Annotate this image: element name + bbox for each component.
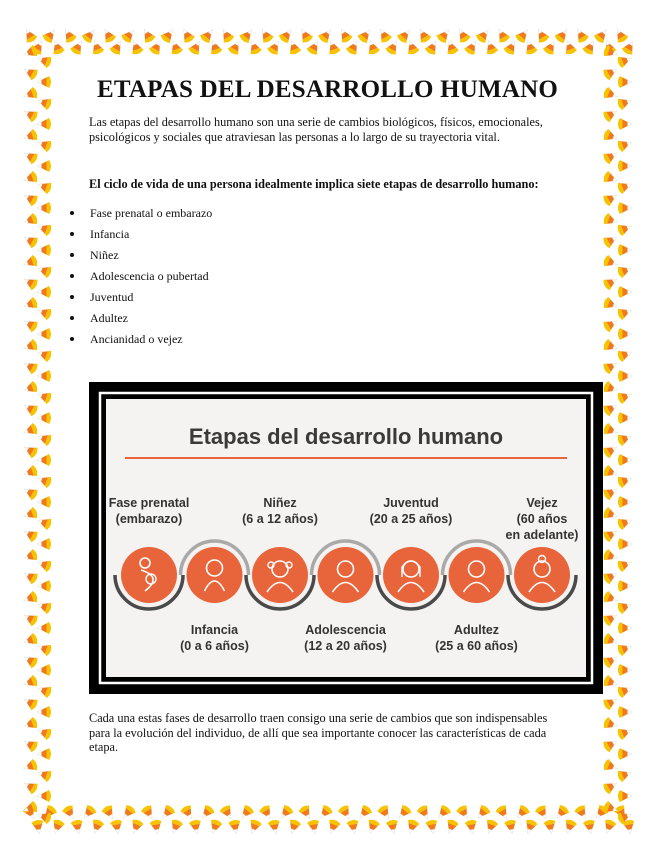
candy-corn-icon [21,674,38,690]
candy-corn-icon [35,347,52,363]
candy-corn-icon [37,454,51,466]
candy-corn-icon [238,26,256,44]
candy-corn-icon [21,128,38,144]
candy-corn-icon [35,515,52,531]
candy-corn-icon [522,818,538,835]
candy-corn-icon [21,232,39,249]
candy-corn-icon [602,254,619,270]
candy-corn-icon [325,818,341,835]
candy-corn-icon [21,590,38,606]
candy-corn-icon [35,137,52,153]
candy-corn-icon [60,26,77,44]
candy-corn-icon [553,26,571,44]
candy-corn-icon [258,804,275,822]
candy-corn-icon [618,244,632,256]
candy-corn-icon [495,804,512,822]
candy-corn-icon [37,412,51,424]
candy-corn-icon [21,736,39,753]
candy-corn-icon [35,725,52,741]
candy-corn-icon [100,26,117,44]
candy-corn-icon [35,305,52,321]
candy-corn-icon [602,778,620,795]
candy-corn-icon [37,286,51,298]
candy-corn-icon [464,819,478,835]
stage-label: (25 a 60 años) [435,639,518,653]
candy-corn-icon [37,244,51,256]
candy-corn-icon [618,118,632,130]
candy-corn-icon [246,818,262,835]
candy-corn-icon [572,26,589,44]
candy-corn-icon [89,818,105,835]
candy-corn-icon [583,819,597,835]
candy-corn-icon [504,819,518,835]
candy-corn-icon [602,484,620,501]
candy-corn-icon [297,26,314,44]
candy-corn-icon [21,778,39,795]
candy-corn-icon [602,610,620,627]
candy-corn-icon [616,599,633,615]
candy-corn-icon [21,26,38,44]
candy-corn-icon [602,506,619,522]
candy-corn-icon [35,431,52,447]
candy-corn-icon [612,26,629,44]
stage-label: (0 a 6 años) [180,639,249,653]
candy-corn-icon [21,610,39,627]
candy-corn-icon [21,400,39,417]
candy-corn-icon [257,26,274,44]
candy-corn-icon [35,767,52,783]
candy-corn-icon [37,496,51,508]
candy-corn-icon [618,748,632,760]
candy-corn-icon [21,338,38,354]
candy-corn-icon [602,274,620,291]
candy-corn-icon [336,26,353,44]
candy-corn-icon [543,819,557,835]
stage-list-item: Juventud [66,289,212,310]
candy-corn-icon [618,328,632,340]
candy-corn-icon [278,26,296,44]
candy-corn-icon [602,212,619,228]
stage-label: Juventud [383,496,439,510]
candy-corn-icon [139,26,156,44]
candy-corn-icon [416,804,433,822]
candy-corn-icon [455,804,472,822]
candy-corn-icon [434,804,452,822]
closing-paragraph: Cada una estas fases de desarrollo traen consigo una serie de cambios que son indispensables para la evolución del individuo, de allí que sea importante conocer las características de cada etapa. [89,711,548,754]
candy-corn-icon [602,422,619,438]
candy-corn-icon [21,106,39,123]
candy-corn-icon [35,473,52,489]
candy-corn-icon [454,26,471,44]
stage-label: Adolescencia [305,623,386,637]
candy-corn-icon [21,190,39,207]
candy-corn-icon [178,26,195,44]
candy-corn-icon [21,442,39,459]
candy-corn-icon [435,26,453,44]
candy-corn-icon [616,263,633,279]
candy-corn-icon [35,641,52,657]
candy-corn-icon [219,804,236,822]
candy-corn-icon [21,316,39,333]
candy-corn-icon [602,464,619,480]
candy-corn-icon [602,190,620,207]
candy-corn-icon [602,736,620,753]
candy-corn-icon [618,706,632,718]
candy-corn-icon [602,652,620,669]
candy-corn-icon [37,706,51,718]
candy-corn-icon [602,380,619,396]
candy-corn-icon [618,202,632,214]
candy-corn-icon [149,819,163,835]
candy-corn-icon [602,526,620,543]
candy-corn-icon [616,641,633,657]
candy-corn-icon [61,804,78,822]
candy-corn-icon [168,818,184,835]
candy-corn-icon [618,580,632,592]
candy-corn-icon [35,53,52,69]
candy-corn-icon [616,767,633,783]
candy-corn-icon [37,580,51,592]
candy-corn-icon [21,506,38,522]
candy-corn-icon [21,716,38,732]
stage-label: (12 a 20 años) [304,639,387,653]
candy-corn-icon [425,819,439,835]
candy-corn-icon [207,818,223,835]
candy-corn-icon [317,26,335,44]
candy-corn-icon [21,296,38,312]
candy-corn-icon [179,804,196,822]
stage-list-item: Adultez [66,310,212,331]
candy-corn-icon [562,818,578,835]
candy-corn-icon [189,819,203,835]
candy-corn-icon [49,818,65,835]
candy-corn-icon [616,389,633,405]
candy-corn-icon [618,790,632,802]
candy-corn-icon [494,26,511,44]
candy-corn-icon [37,664,51,676]
candy-corn-icon [119,804,137,822]
candy-corn-icon [37,160,51,172]
candy-corn-icon [356,26,374,44]
stage-label: (embarazo) [115,512,183,526]
candy-corn-icon [602,148,620,165]
candy-corn-icon [21,170,38,186]
stage-label: Fase prenatal [108,496,190,510]
candy-corn-icon [602,338,619,354]
candy-corn-icon [70,819,84,835]
stage-list-item: Adolescencia o pubertad [66,268,212,289]
candy-corn-icon [602,106,620,123]
candy-corn-icon [37,748,51,760]
candy-corn-icon [616,431,633,447]
candy-corn-icon [21,274,39,291]
candy-corn-icon [159,26,177,44]
candy-corn-icon [198,804,216,822]
candy-corn-icon [276,804,294,822]
candy-corn-icon [552,804,570,822]
candy-corn-icon [35,599,52,615]
candy-corn-icon [513,804,531,822]
candy-corn-icon [618,538,632,550]
candy-corn-icon [41,26,59,44]
candy-corn-icon [602,716,619,732]
stage-label: Infancia [190,623,239,637]
candy-corn-icon [21,254,38,270]
candy-corn-icon [101,804,118,822]
candy-corn-icon [618,370,632,382]
candy-corn-icon [602,296,619,312]
candy-corn-icon [375,26,392,44]
stage-label: en adelante) [505,528,579,542]
stage-list-item: Fase prenatal o embarazo [66,205,212,226]
candy-corn-icon [35,683,52,699]
candy-corn-icon [602,590,619,606]
candy-corn-icon [199,26,217,44]
candy-corn-icon [21,694,39,711]
candy-corn-icon [616,305,633,321]
candy-corn-icon [218,26,235,44]
stage-label: (60 años [516,512,568,526]
stage-list-item: Niñez [66,247,212,268]
stage-list-item: Infancia [66,226,212,247]
candy-corn-icon [267,819,281,835]
candy-corn-icon [602,170,619,186]
candy-corn-icon [81,26,99,44]
candy-corn-icon [37,118,51,130]
intro-paragraph: Las etapas del desarrollo humano son una serie de cambios biológicos, físicos, emocionales, psicológicos y sociales que atraviesan las personas a lo largo de su trayectoria vital. [89,115,543,144]
stage-list-item: Ancianidad o vejez [66,331,212,352]
candy-corn-icon [35,389,52,405]
candy-corn-icon [128,818,144,835]
candy-corn-icon [593,26,611,44]
candy-corn-icon [316,804,334,822]
candy-corn-icon [237,804,255,822]
stage-label: (20 a 25 años) [369,512,453,526]
candy-corn-icon [618,622,632,634]
candy-corn-icon [120,26,138,44]
candy-corn-icon [602,358,620,375]
candy-corn-icon [37,370,51,382]
candy-corn-icon [404,818,420,835]
candy-corn-icon [475,26,493,44]
child-icon [252,547,308,603]
candy-corn-icon [140,804,157,822]
candy-corn-icon [21,422,38,438]
candy-corn-icon [355,804,373,822]
candy-corn-icon [616,53,633,69]
candy-corn-icon [602,548,619,564]
candy-corn-icon [616,683,633,699]
stage-label: Vejez [526,496,558,510]
infographic-image [89,382,603,694]
candy-corn-icon [602,568,620,585]
candy-corn-icon [602,400,620,417]
candy-corn-icon [602,632,619,648]
candy-corn-icon [298,804,315,822]
candy-corn-icon [601,818,617,835]
candy-corn-icon [616,179,633,195]
candy-corn-icon [616,515,633,531]
candy-corn-icon [21,526,39,543]
candy-corn-icon [31,819,45,835]
candy-corn-icon [21,568,39,585]
candy-corn-icon [602,128,619,144]
candy-corn-icon [35,221,52,237]
candy-corn-icon [21,632,38,648]
candy-corn-icon [616,557,633,573]
candy-corn-icon [602,316,620,333]
candy-corn-icon [602,442,620,459]
candy-corn-icon [534,804,551,822]
candy-corn-icon [616,725,633,741]
candy-corn-icon [37,202,51,214]
candy-corn-icon [616,473,633,489]
candy-corn-icon [573,804,590,822]
candy-corn-icon [602,758,619,774]
candy-corn-icon [618,160,632,172]
infographic-title: Etapas del desarrollo humano [188,424,504,449]
stage-list [66,205,212,352]
candy-corn-icon [21,652,39,669]
candy-corn-icon [228,819,242,835]
young-woman-icon [383,547,439,603]
candy-corn-icon [37,538,51,550]
candy-corn-icon [346,819,360,835]
candy-corn-icon [602,232,620,249]
candy-corn-icon [616,221,633,237]
candy-corn-icon [37,328,51,340]
candy-corn-icon [365,818,381,835]
candy-corn-icon [286,818,302,835]
candy-corn-icon [533,26,550,44]
pregnant-woman-icon [121,547,177,603]
candy-corn-icon [618,412,632,424]
candy-corn-icon [396,26,414,44]
adolescent-icon [318,547,374,603]
candy-corn-icon [21,548,38,564]
adult-woman-icon [449,547,505,603]
candy-corn-icon [37,790,51,802]
candy-corn-icon [21,380,38,396]
candy-corn-icon [37,622,51,634]
candy-corn-icon [616,347,633,363]
candy-corn-icon [35,179,52,195]
candy-corn-icon [618,496,632,508]
candy-corn-icon [602,694,620,711]
candy-corn-icon [618,454,632,466]
candy-corn-icon [21,358,39,375]
candy-corn-icon [21,484,39,501]
candy-corn-icon [386,819,400,835]
stage-label: Adultez [453,623,500,637]
candy-corn-icon [376,804,393,822]
candy-corn-icon [337,804,354,822]
stage-label: Niñez [263,496,297,510]
candy-corn-icon [618,664,632,676]
candy-corn-icon [395,804,413,822]
stage-label: (6 a 12 años) [242,512,318,526]
candy-corn-icon [618,286,632,298]
candy-corn-icon [443,818,459,835]
baby-icon [187,547,243,603]
candy-corn-icon [35,557,52,573]
candy-corn-icon [415,26,432,44]
candy-corn-icon [21,212,38,228]
candy-corn-icon [35,263,52,279]
cycle-statement: El ciclo de vida de una persona idealmente implica siete etapas de desarrollo humano: [89,177,539,191]
candy-corn-icon [602,674,619,690]
candy-corn-icon [79,804,97,822]
candy-corn-icon [21,464,38,480]
page-title: ETAPAS DEL DESARROLLO HUMANO [97,76,558,103]
candy-corn-icon [21,148,39,165]
candy-corn-icon [307,819,321,835]
candy-corn-icon [21,758,38,774]
candy-corn-icon [158,804,176,822]
candy-corn-icon [473,804,491,822]
candy-corn-icon [514,26,532,44]
candy-corn-icon [483,818,499,835]
candy-corn-icon [616,137,633,153]
elderly-woman-icon [514,547,570,603]
candy-corn-icon [110,819,124,835]
